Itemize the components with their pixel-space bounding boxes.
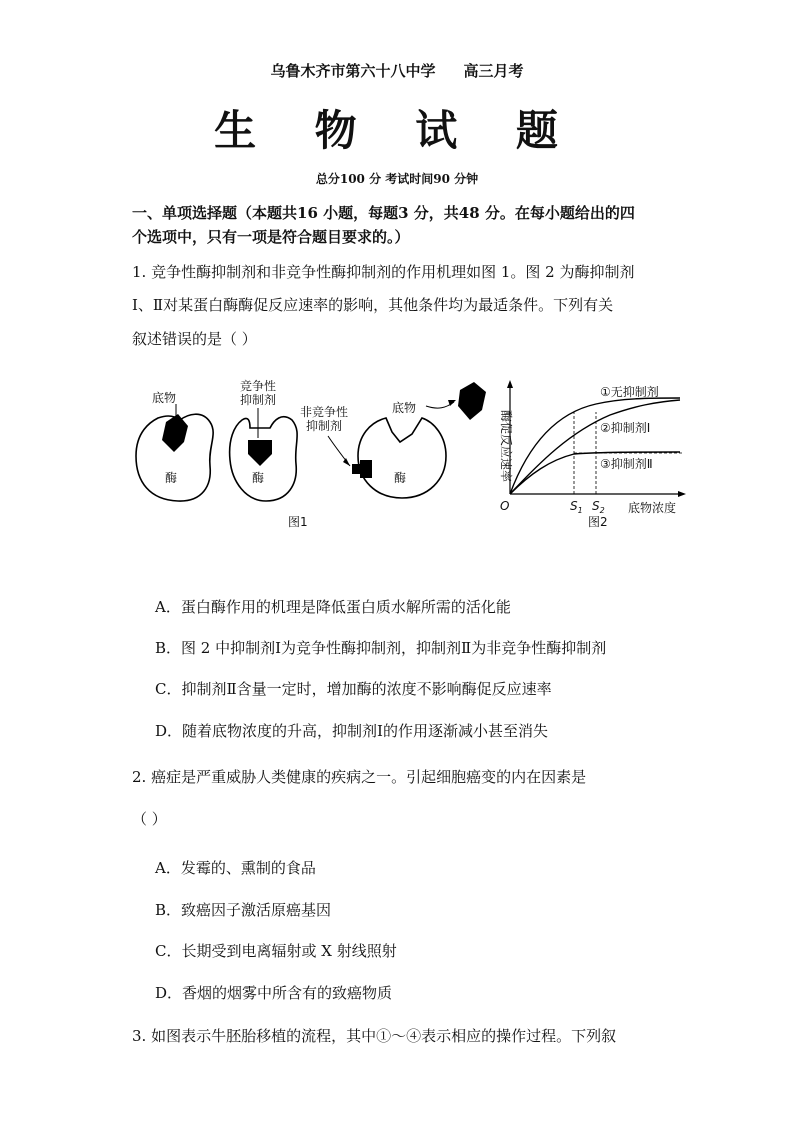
- q1-stem-line2: Ⅰ、Ⅱ对某蛋白酶酶促反应速率的影响，其他条件均为最适条件。下列有关: [132, 296, 614, 314]
- q3-stem-line1: 3. 如图表示牛胚胎移植的流程，其中①～④表示相应的操作过程。下列叙: [132, 1027, 617, 1045]
- q2-stem-line1: 2. 癌症是严重威胁人类健康的疾病之一。引起细胞癌变的内在因素是: [132, 768, 587, 786]
- noncompetitive-inhibitor-shape: [360, 460, 372, 478]
- q1-option-b: B．图 2 中抑制剂Ⅰ为竞争性酶抑制剂，抑制剂Ⅱ为非竞争性酶抑制剂: [155, 639, 607, 657]
- fig1-enzyme-label-1: 酶: [165, 471, 178, 485]
- section-heading-line2: 个选项中，只有一项是符合题目要求的。）: [132, 228, 410, 246]
- free-substrate-shape: [458, 382, 486, 420]
- page-title: 生 物 试 题: [214, 106, 580, 155]
- fig2-x-axis-label: 底物浓度: [628, 501, 677, 515]
- fig2-s1-label: $S_1$: [570, 499, 583, 515]
- fig2-curve1-label: ①无抑制剂: [600, 385, 659, 399]
- q1-option-d: D．随着底物浓度的升高，抑制剂Ⅰ的作用逐渐减小甚至消失: [155, 722, 548, 740]
- fig2-caption: 图2: [588, 515, 608, 529]
- section-heading-line1: 一、单项选择题（本题共16 小题，每题3 分，共48 分。在每小题给出的四: [132, 204, 635, 222]
- exam-info: 总分100 分 考试时间90 分钟: [315, 172, 479, 186]
- q2-option-c: C．长期受到电离辐射或 X 射线照射: [155, 942, 397, 960]
- curve-inhibitor-1: [510, 400, 680, 494]
- q1-figure: [130, 370, 690, 540]
- q2-stem-line2: （ ）: [132, 810, 167, 828]
- curve-no-inhibitor: [510, 398, 680, 494]
- exam-name: 高三月考: [463, 62, 524, 80]
- fig2-y-axis-label: 酶促反应速率: [499, 410, 513, 483]
- fig2-origin-label: O: [500, 499, 510, 513]
- curve-inhibitor-2: [510, 452, 680, 494]
- q1-stem-line1: 1. 竞争性酶抑制剂和非竞争性酶抑制剂的作用机理如图 1。图 2 为酶抑制剂: [132, 263, 635, 281]
- fig1-competitive-label-1: 竞争性: [240, 379, 277, 393]
- fig1-enzyme-label-3: 酶: [394, 471, 407, 485]
- q2-option-b: B．致癌因子激活原癌基因: [155, 901, 332, 919]
- fig1-caption: 图1: [288, 515, 308, 529]
- q2-option-a: A．发霉的、熏制的食品: [155, 859, 316, 877]
- q1-stem-line3: 叙述错误的是（ ）: [132, 330, 257, 348]
- fig1-noncompetitive-label-1: 非竞争性: [300, 405, 349, 419]
- q1-option-a: A．蛋白酶作用的机理是降低蛋白质水解所需的活化能: [155, 598, 511, 616]
- fig1-enzyme-label-2: 酶: [252, 471, 265, 485]
- fig2-s2-label: $S_2$: [592, 499, 605, 515]
- q1-option-c: C．抑制剂Ⅱ含量一定时，增加酶的浓度不影响酶促反应速率: [155, 680, 552, 698]
- enzyme-3-shape: [358, 418, 446, 498]
- fig1-noncompetitive-label-2: 抑制剂: [306, 419, 343, 433]
- fig1-substrate-label-2: 底物: [392, 401, 417, 415]
- q2-option-d: D．香烟的烟雾中所含有的致癌物质: [155, 984, 393, 1002]
- school-name: 乌鲁木齐市第六十八中学: [270, 62, 436, 80]
- fig2-curve3-label: ③抑制剂Ⅱ: [600, 457, 653, 471]
- fig1-competitive-label-2: 抑制剂: [240, 393, 277, 407]
- fig2-curve2-label: ②抑制剂Ⅰ: [600, 421, 651, 435]
- fig1-substrate-label: 底物: [152, 391, 177, 405]
- school-header: [0, 60, 794, 81]
